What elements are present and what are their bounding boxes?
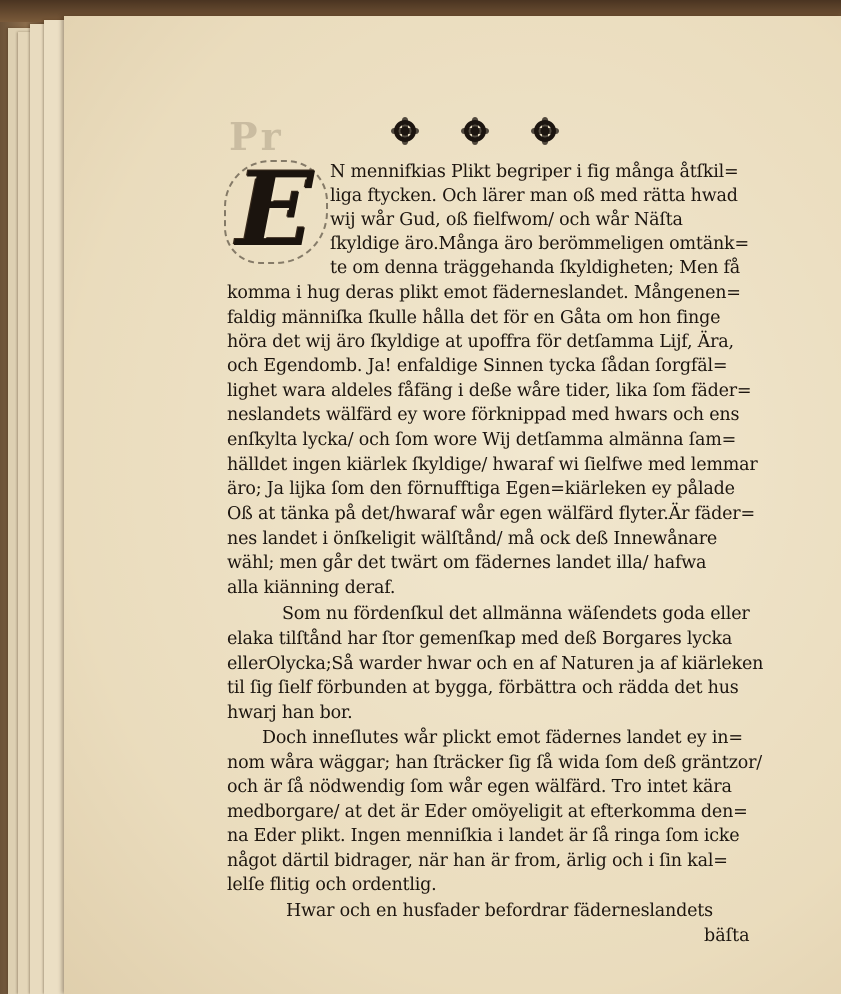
text-line: Doch inneſlutes wår plickt emot fädernes landet ey in= [262,728,743,748]
text-line: äro; Ja lijka ſom den förnufftiga Egen=kiärleken ey pålade [227,479,735,499]
text-line: nom wåra wäggar; han ſträcker ſig ſå wida ſom deß gräntzor/ [227,753,762,773]
text-line: wij wår Gud, oß fielfwom/ och wår Näſta [330,210,683,230]
text-line: lelſe flitig och ordentlig. [227,875,437,895]
text-line: N mennifkias Plikt begriper i fig många åtſkil= [330,162,739,182]
text-line: och är ſå nödwendig ſom wår egen wälfärd. Tro intet kära [227,777,732,797]
document-page [64,16,841,994]
text-line: elaka tilſtånd har ſtor gemenſkap med deß Borgares lycka [227,629,733,649]
text-line: något därtil bidrager, när han är from, ärlig och i ſin kal= [227,851,728,871]
text-line: enſkylta lycka/ och ſom wore Wij detſamma almänna ſam= [227,430,737,450]
text-line: ellerOlycka;Så warder hwar och en af Naturen ja af kiärleken [227,654,764,674]
text-line: til ſig ſielf förbunden at bygga, förbättra och rädda det hus [227,678,739,698]
text-line: te om denna träggehanda ſkyldigheten; Men få [330,258,741,278]
text-line: hälldet ingen kiärlek ſkyldige/ hwaraf wi ſielfwe med lemmar [227,455,758,475]
body-text [64,16,841,994]
text-line: liga ftycken. Och lärer man oß med rätta hwad [330,186,738,206]
bleed-through-text: Pr [229,114,284,159]
text-line: hwarj han bor. [227,703,353,723]
text-line: ſkyldige äro.Många äro berömmeligen omtänk= [330,234,749,254]
text-line: neslandets wälfärd ey wore förknippad med hwars och ens [227,405,740,425]
text-line: komma i hug deras plikt emot fäderneslandet. Mångenen= [227,283,741,303]
text-line: wähl; men går det twärt om fädernes landet illa/ hafwa [227,553,707,573]
text-line: nes landet i önſkeligit wälſtånd/ må ock deß Innewånare [227,529,718,549]
text-line: och Egendomb. Ja! enfaldige Sinnen tycka ſådan ſorgfäl= [227,356,728,376]
catchword: bäſta [704,926,750,946]
text-line: faldig männiſka ſkulle hålla det för en Gåta om hon finge [227,308,721,328]
text-line: medborgare/ at det är Eder omöyeligit at efterkomma den= [227,802,748,822]
text-line: Som nu fördenſkul det allmänna wäſendets goda eller [282,604,750,624]
text-line: Oß at tänka på det/hwaraf wår egen wälfärd flyter.Är fäder= [227,504,755,524]
drop-capital: E [236,150,314,270]
text-line: Hwar och en husfader befordrar fäderneslandets [286,901,713,921]
text-line: lighet wara aldeles fåfäng i deße wåre tider, lika ſom fäder= [227,381,752,401]
text-line: alla kiänning deraf. [227,578,396,598]
text-line: na Eder plikt. Ingen menniſkia i landet är ſå ringa ſom icke [227,826,740,846]
text-line: höra det wij äro ſkyldige at upoffra för detſamma Lijf, Ära, [227,332,734,352]
